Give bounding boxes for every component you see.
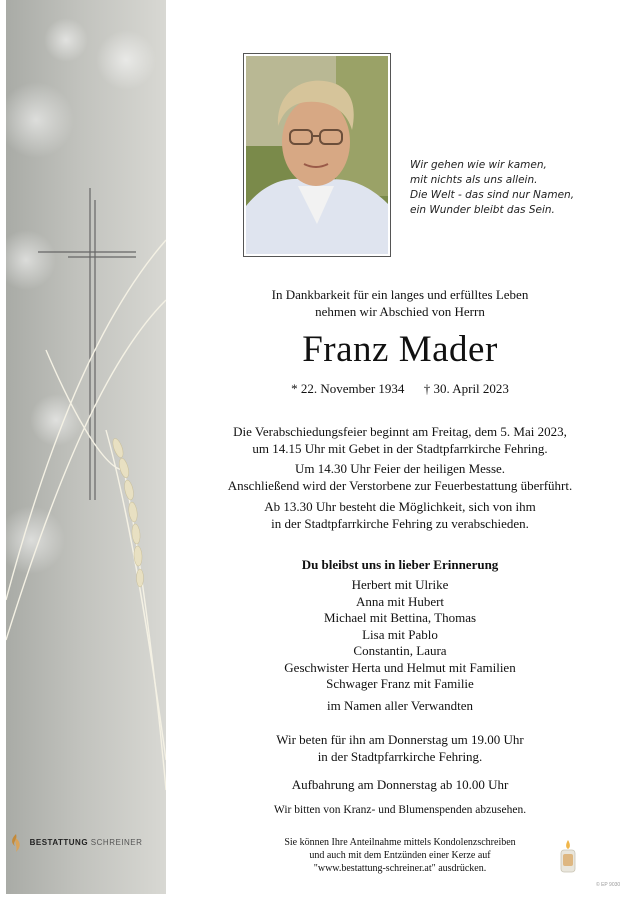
mourner-name: Anna mit Hubert [355,593,445,609]
ceremony-line: Anschließend wird der Verstorbene zur Feuerbestattung überführt. [227,477,573,493]
ceremony-line: um 14.15 Uhr mit Gebet in der Stadtpfarrkirche Fehring. [252,440,548,456]
mourners-heading: Du bleibst uns in lieber Erinnerung [301,557,499,572]
decorative-side-panel [6,0,166,894]
poem-line: mit nichts als uns allein. [410,174,538,186]
ceremony-paragraph-3 [170,499,630,532]
portrait-image [246,56,388,254]
condolence-line: Sie können Ihre Anteilnahme mittels Kondolenzschreiben [284,837,516,848]
viewing-text: Aufbahrung am Donnerstag ab 10.00 Uhr [291,777,509,792]
prayer-line: Wir beten für ihn am Donnerstag um 19.00 Uhr [276,732,524,747]
ceremony-paragraph-1 [170,424,630,457]
portrait-photo [243,53,391,257]
flowers-note: Wir bitten von Kranz- und Blumenspenden abzusehen. [273,804,527,816]
condolence-line: und auch mit dem Entzünden einer Kerze auf [309,850,491,861]
prayer-line: in der Stadtpfarrkirche Fehring. [317,748,483,764]
logo-text-light: SCHREINER [90,838,143,847]
ceremony-line: Ab 13.30 Uhr besteht die Möglichkeit, sich von ihm [264,499,536,514]
ceremony-line: Um 14.30 Uhr Feier der heiligen Messe. [294,461,506,476]
intro-line-2: nehmen wir Abschied von Herrn [315,303,485,319]
poem-line: ein Wunder bleibt das Sein. [410,204,555,216]
mourner-name: Lisa mit Pablo [362,626,438,642]
poem [410,158,620,218]
deceased-name: Franz Mader [302,329,498,370]
relatives-line: im Namen aller Verwandten [327,698,473,713]
life-dates [170,381,630,397]
mourner-name: Herbert mit Ulrike [351,577,449,592]
mourner-name: Michael mit Bettina, Thomas [323,610,477,625]
cross-and-wheat-illustration [6,0,166,894]
mourner-name: Schwager Franz mit Familie [326,676,474,691]
poem-line: Die Welt - das sind nur Namen, [410,189,575,201]
ceremony-paragraph-2 [170,461,630,494]
mourners-list [170,577,630,693]
logo-text [30,838,143,847]
wheat-icon [6,240,166,790]
candle-icon [556,838,580,874]
document-code: © EP 9030 [596,882,621,888]
flame-logo-icon [6,832,26,854]
intro-line-1: In Dankbarkeit für ein langes und erfülltes Leben [271,287,529,302]
condolence-line: "www.bestattung-schreiner.at" ausdrücken. [313,863,487,874]
logo-text-bold: BESTATTUNG [29,838,89,847]
ceremony-line: in der Stadtpfarrkirche Fehring zu verabschieden. [271,515,529,531]
birth-date: * 22. November 1934 [291,381,405,396]
poem-line: Wir gehen wie wir kamen, [410,159,547,171]
prayer-text [170,732,630,765]
wheat-ear-icon [111,437,144,587]
ceremony-line: Die Verabschiedungsfeier beginnt am Freitag, dem 5. Mai 2023, [233,424,567,439]
funeral-home-logo [6,832,166,850]
death-date: † 30. April 2023 [423,381,509,396]
mourner-name: Geschwister Herta und Helmut mit Familien [284,659,516,675]
intro-text [170,287,630,320]
mourner-name: Constantin, Laura [353,643,447,658]
